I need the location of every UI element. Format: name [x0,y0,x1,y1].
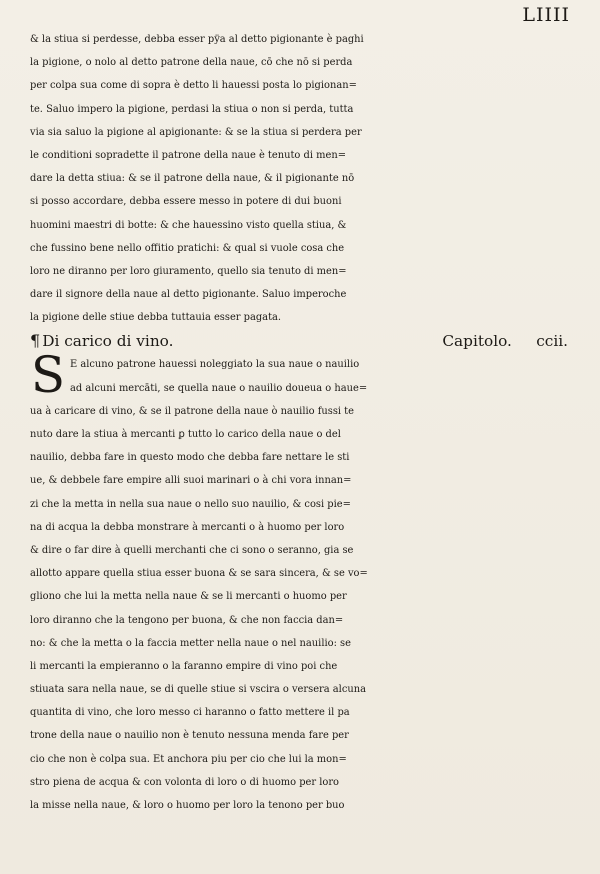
text-line: ad alcuni mercāti, se quella naue o nauilio doueua o haue= [70,382,368,394]
text-line: via sia saluo la pigione al apigionante: & se la stiua si perdera per [30,126,362,138]
text-line: la misse nella naue, & loro o huomo per loro la tenono per buo [30,800,345,811]
text-line: & dire o far dire à quelli merchanti che ci sono o seranno, gia se [30,544,354,556]
chapter-body [30,400,570,817]
text-line: ua à caricare di vino, & se il patrone della naue ò nauilio fussi te [30,405,354,417]
text-line: per colpa sua come di sopra è detto li hauessi posta lo pigionan= [30,80,357,92]
drop-cap-lines [30,346,570,405]
text-line: E alcuno patrone hauessi noleggiato la sua naue o nauilio [70,359,360,371]
text-line: te. Saluo impero la pigione, perdasi la stiua o non si perda, tutta [30,103,354,115]
text-line: no: & che la metta o la faccia metter nella naue o nel nauilio: se [30,637,351,649]
text-line: trone della naue o nauilio non è tenuto nessuna menda fare per [30,730,349,742]
text-line: li mercanti la empieranno o la faranno empire di vino poi che [30,660,338,672]
text-line: gliono che lui la metta nella naue & se li mercanti o huomo per [30,591,347,603]
chapter-opening [30,346,570,405]
text-line: stro piena de acqua & con volonta di loro o di huomo per loro [30,776,340,788]
heading-title: Di carico di vino. [42,332,174,351]
text-line: la pigione delle stiue debba tuttauia esser pagata. [30,312,282,324]
paragraph-continuation [30,28,570,329]
text-line: & la stiua si perdesse, debba esser pÿa al detto pigionante è paghi [30,34,364,45]
text-line: si posso accordare, debba essere messo in potere di dui buoni [30,196,342,208]
text-line: stiuata sara nella naue, se di quelle stiue si vscira o versera alcuna [30,684,366,696]
folio-number: LIIII [522,4,570,26]
text-line: zi che la metta in nella sua naue o nello suo nauilio, & cosi pie= [30,498,351,510]
text-line: na di acqua la debba monstrare à mercanti o à huomo per loro [30,521,345,533]
text-line: quantita di vino, che loro messo ci haranno o fatto mettere il pa [30,707,350,719]
text-line: allotto appare quella stiua esser buona & se sara sincera, & se vo= [30,568,368,580]
text-line: nuto dare la stiua à mercanti ꝑ tutto lo carico della naue o del [30,429,341,440]
text-line: le conditioni sopradette il patrone della naue è tenuto di men= [30,149,346,161]
text-line: ue, & debbele fare empire alli suoi marinari o à chi vora innan= [30,475,352,487]
text-line: la pigione, o nolo al detto patrone della naue, cō che nō si perda [30,57,353,69]
text-line: dare il signore della naue al detto pigionante. Saluo imperoche [30,289,347,301]
text-line: loro ne diranno per loro giuramento, quello sia tenuto di men= [30,265,347,277]
text-block [30,28,570,817]
text-line: loro diranno che la tengono per buona, & che non faccia dan= [30,614,344,626]
chapter-heading [30,329,570,353]
chapter-number: Capitolo. ccii. [442,332,568,351]
text-line: cio che non è colpa sua. Et anchora piu per cio che lui la mon= [30,753,347,765]
text-line: che fussino bene nello offitio pratichi: & qual si vuole cosa che [30,242,345,254]
text-line: dare la detta stiua: & se il patrone della naue, & il pigionante nō [30,173,355,185]
pilcrow-icon: ¶ [30,331,41,351]
text-line: nauilio, debba fare in questo modo che debba fare nettare le sti [30,452,350,464]
text-line: huomini maestri di botte: & che hauessino visto quella stiua, & [30,219,347,231]
drop-cap: S [30,346,66,405]
